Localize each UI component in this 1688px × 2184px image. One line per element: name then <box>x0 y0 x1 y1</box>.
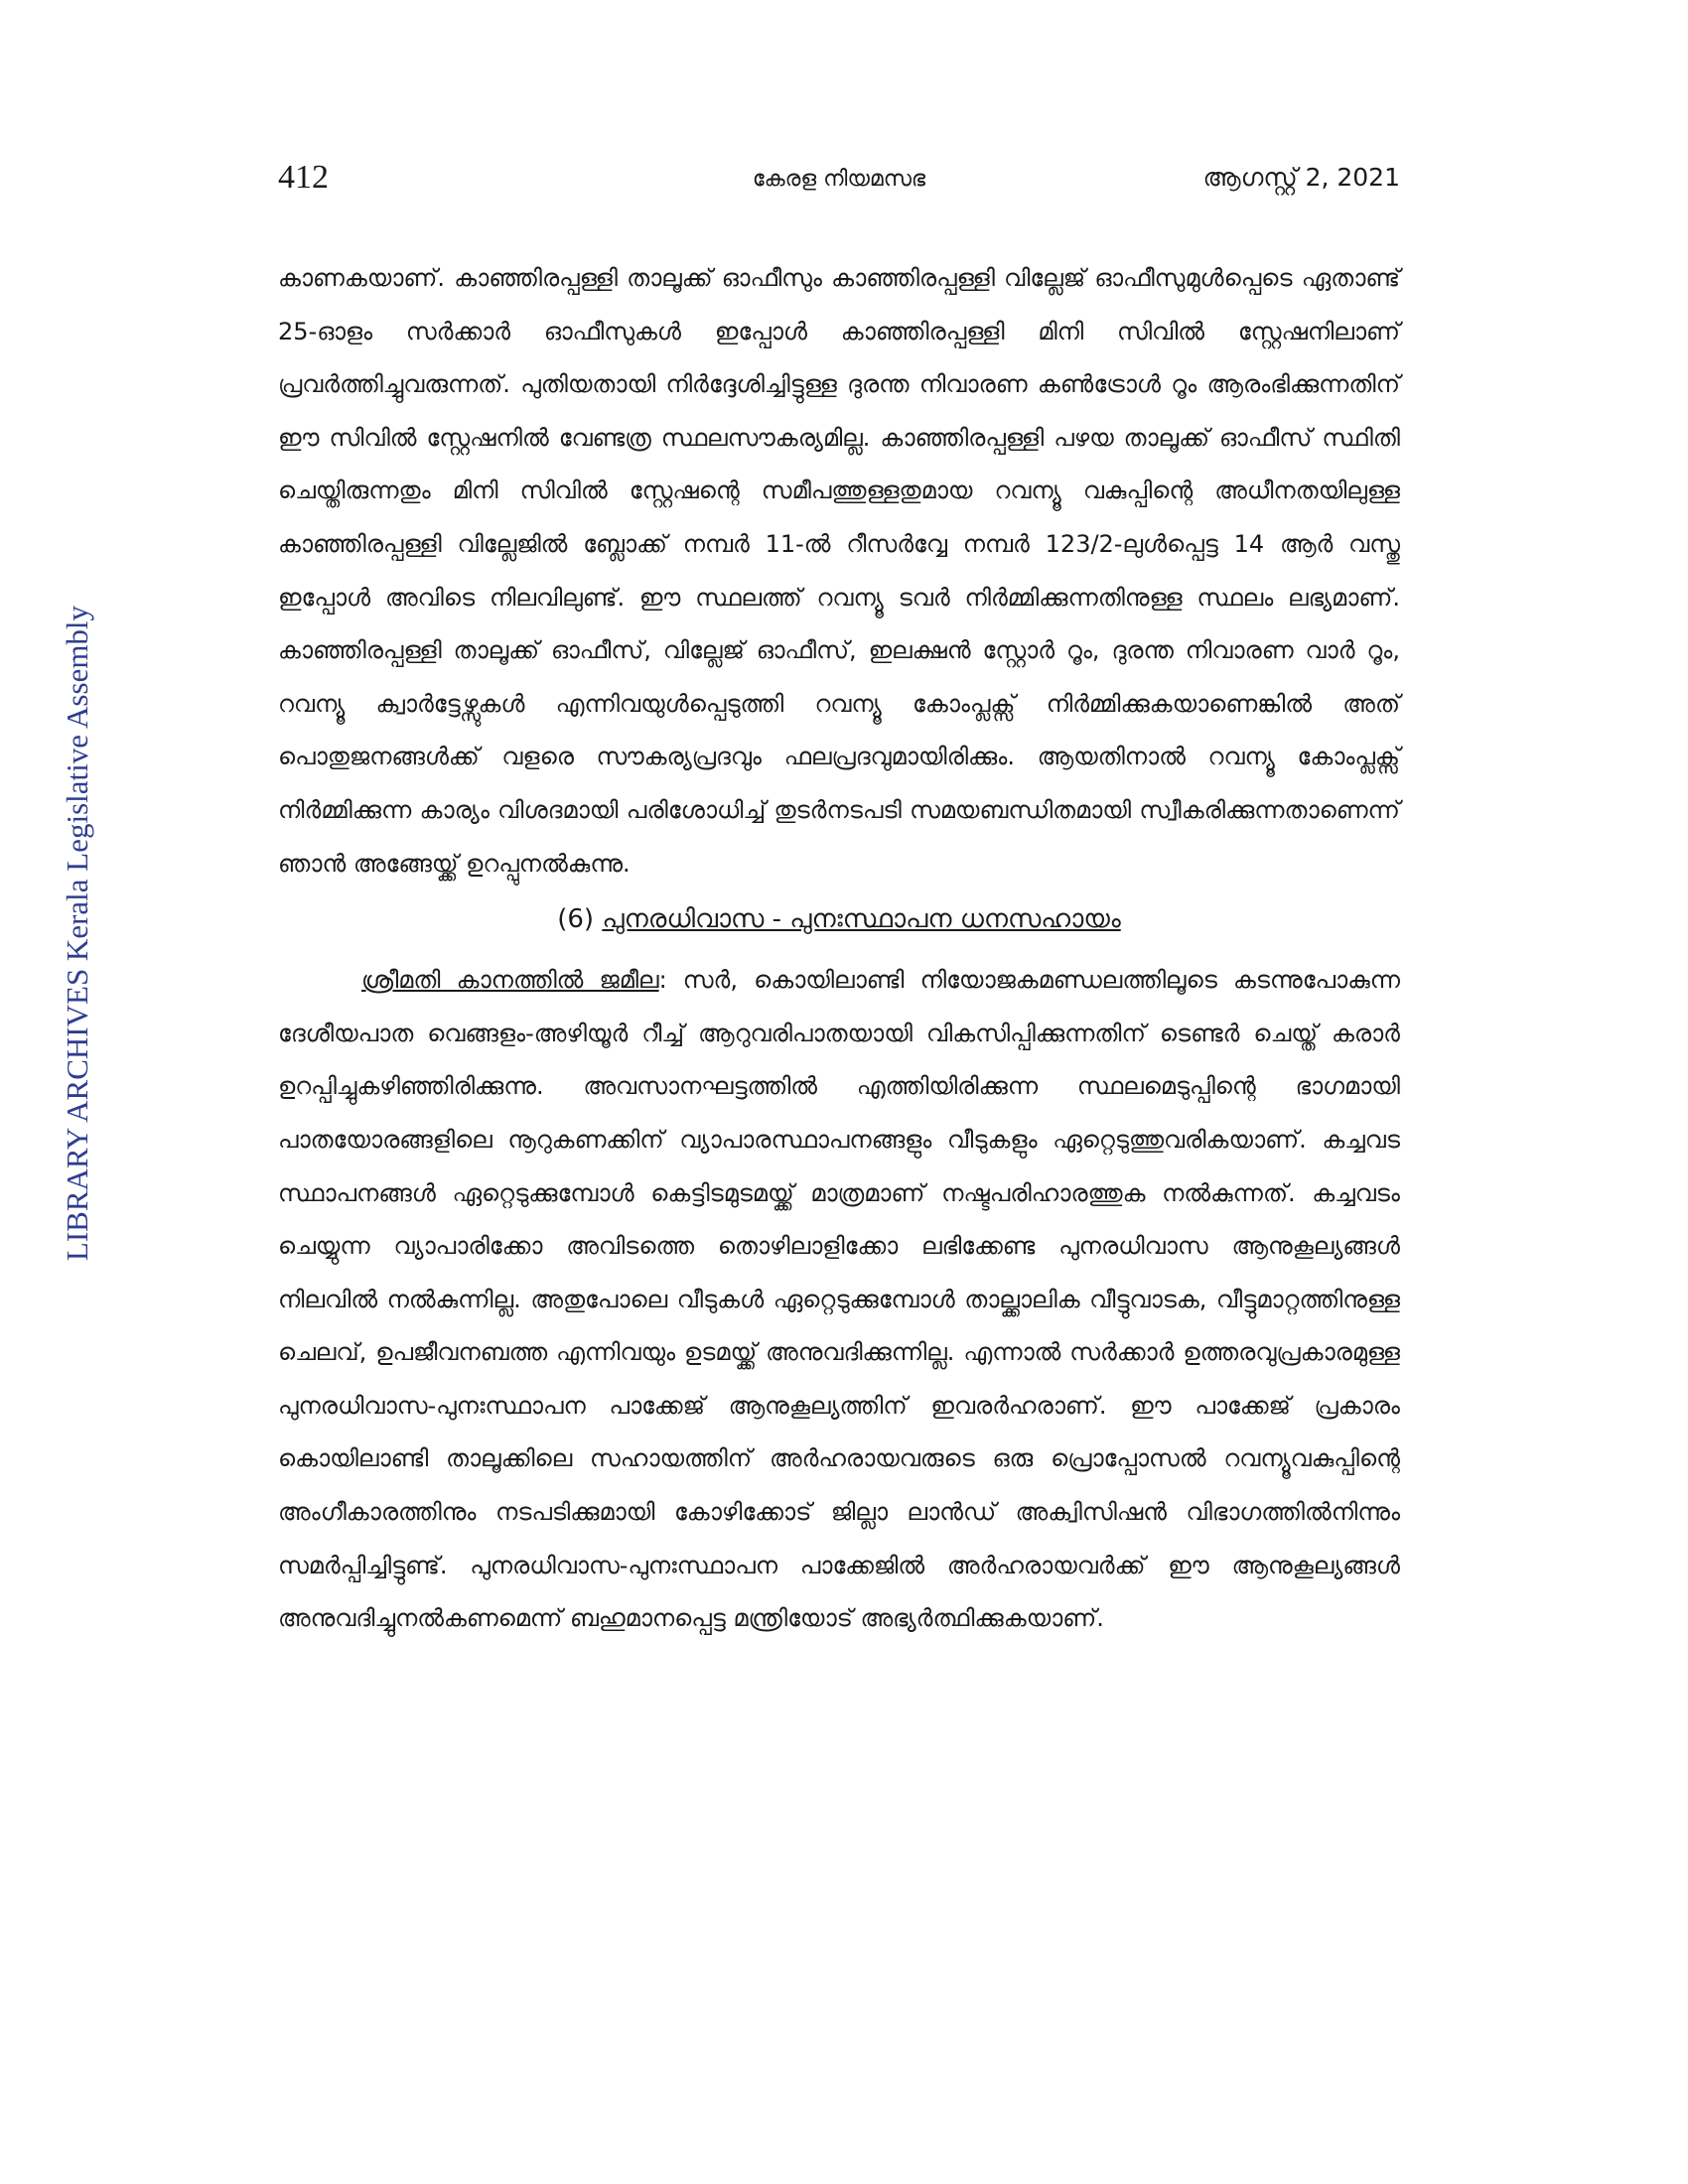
running-title: കേരള നിയമസഭ <box>752 167 926 192</box>
archive-watermark: LIBRARY ARCHIVES Kerala Legislative Assembly <box>60 605 94 1262</box>
section-number: (6) <box>557 904 595 935</box>
page-number: 412 <box>278 159 329 196</box>
body-text <box>278 252 1400 1646</box>
speaker-name: ശ്രീമതി കാനത്തിൽ ജമീല <box>361 966 659 995</box>
section-heading <box>278 892 1400 946</box>
paragraph-rehabilitation <box>278 954 1400 1646</box>
paragraph-revenue-complex: കാണകയാണ്. കാഞ്ഞിരപ്പള്ളി താലൂക്ക് ഓഫീസും കാഞ്ഞിരപ്പള്ളി വില്ലേജ് ഓഫീസുമുൾപ്പെടെ ഏതാണ്ട് 25-ഓളം സർക്കാർ ഓഫീസുകൾ ഇപ്പോൾ കാഞ്ഞിരപ്പള്ളി മിനി സിവിൽ സ്റ്റേഷനിലാണ് പ്രവർത്തിച്ചുവരുന്നത്. പുതിയതായി നിർദ്ദേശിച്ചിട്ടുള്ള ദുരന്ത നിവാരണ കൺട്രോൾ റൂം ആരംഭിക്കുന്നതിന് ഈ സിവിൽ സ്റ്റേഷനിൽ വേണ്ടത്ര സ്ഥലസൗകര്യമില്ല. കാഞ്ഞിരപ്പള്ളി പഴയ താലൂക്ക് ഓഫീസ് സ്ഥിതി ചെയ്തിരുന്നതും മിനി സിവിൽ സ്റ്റേഷന്റെ സമീപത്തുള്ളതുമായ റവന്യൂ വകുപ്പിന്റെ അധീനതയിലുള്ള കാഞ്ഞിരപ്പള്ളി വില്ലേജിൽ ബ്ലോക്ക് നമ്പർ 11-ൽ റീസർവ്വേ നമ്പർ 123/2-ലുൾപ്പെട്ട 14 ആർ വസ്തു ഇപ്പോൾ അവിടെ നിലവിലുണ്ട്. ഈ സ്ഥലത്ത് റവന്യൂ ടവർ നിർമ്മിക്കുന്നതിനുള്ള സ്ഥലം ലഭ്യമാണ്. കാഞ്ഞിരപ്പള്ളി താലൂക്ക് ഓഫീസ്, വില്ലേജ് ഓഫീസ്, ഇലക്ഷൻ സ്റ്റോർ റൂം, ദുരന്ത നിവാരണ വാർ റൂം, റവന്യൂ ക്വാർട്ടേഴ്സുകൾ എന്നിവയുൾപ്പെടുത്തി റവന്യൂ കോംപ്ലക്സ് നിർമ്മിക്കുകയാണെങ്കിൽ അത് പൊതുജനങ്ങൾക്ക് വളരെ സൗകര്യപ്രദവും ഫലപ്രദവുമായിരിക്കും. ആയതിനാൽ റവന്യൂ കോംപ്ലക്സ് നിർമ്മിക്കുന്ന കാര്യം വിശദമായി പരിശോധിച്ച് തുടർനടപടി സമയബന്ധിതമായി സ്വീകരിക്കുന്നതാണെന്ന് ഞാൻ അങ്ങേയ്ക്ക് ഉറപ്പുനൽകുന്നു. <box>278 264 1400 878</box>
page-header <box>278 159 1400 208</box>
speaker-statement: : സർ, കൊയിലാണ്ടി നിയോജകമണ്ഡലത്തിലൂടെ കടന്നുപോകുന്ന ദേശീയപാത വെങ്ങളം-അഴിയൂർ റീച്ച് ആറുവരിപാതയായി വികസിപ്പിക്കുന്നതിന് ടെണ്ടർ ചെയ്ത് കരാർ ഉറപ്പിച്ചുകഴിഞ്ഞിരിക്കുന്നു. അവസാനഘട്ടത്തിൽ എത്തിയിരിക്കുന്ന സ്ഥലമെടുപ്പിന്റെ ഭാഗമായി പാതയോരങ്ങളിലെ നൂറുകണക്കിന് വ്യാപാരസ്ഥാപനങ്ങളും വീടുകളും ഏറ്റെടുത്തുവരികയാണ്. കച്ചവട സ്ഥാപനങ്ങൾ ഏറ്റെടുക്കുമ്പോൾ കെട്ടിടമുടമയ്ക്ക് മാത്രമാണ് നഷ്ടപരിഹാരത്തുക നൽകുന്നത്. കച്ചവടം ചെയ്യുന്ന വ്യാപാരിക്കോ അവിടത്തെ തൊഴിലാളിക്കോ ലഭിക്കേണ്ട പുനരധിവാസ ആനുകൂല്യങ്ങൾ നിലവിൽ നൽകുന്നില്ല. അതുപോലെ വീടുകൾ ഏറ്റെടുക്കുമ്പോൾ താല്ക്കാലിക വീട്ടുവാടക, വീട്ടുമാറ്റത്തിനുള്ള ചെലവ്, ഉപജീവനബത്ത എന്നിവയും ഉടമയ്ക്ക് അനുവദിക്കുന്നില്ല. എന്നാൽ സർക്കാർ ഉത്തരവുപ്രകാരമുള്ള പുനരധിവാസ-പുനഃസ്ഥാപന പാക്കേജ് ആനുകൂല്യത്തിന് ഇവരർഹരാണ്. ഈ പാക്കേജ് പ്രകാരം കൊയിലാണ്ടി താലൂക്കിലെ സഹായത്തിന് അർഹരായവരുടെ ഒരു പ്രൊപ്പോസൽ റവന്യൂവകുപ്പിന്റെ അംഗീകാരത്തിനും നടപടിക്കുമായി കോഴിക്കോട് ജില്ലാ ലാൻഡ് അക്വിസിഷൻ വിഭാഗത്തിൽനിന്നും സമർപ്പിച്ചിട്ടുണ്ട്. പുനരധിവാസ-പുനഃസ്ഥാപന പാക്കേജിൽ അർഹരായവർക്ക് ഈ ആനുകൂല്യങ്ങൾ അനുവദിച്ചുനൽകണമെന്ന് ബഹുമാനപ്പെട്ട മന്ത്രിയോട് അഭ്യർത്ഥിക്കുകയാണ്. <box>278 966 1400 1633</box>
header-date: ആഗസ്റ്റ് 2, 2021 <box>1202 163 1400 192</box>
section-title: പുനരധിവാസ - പുനഃസ്ഥാപന ധനസഹായം <box>602 904 1121 935</box>
